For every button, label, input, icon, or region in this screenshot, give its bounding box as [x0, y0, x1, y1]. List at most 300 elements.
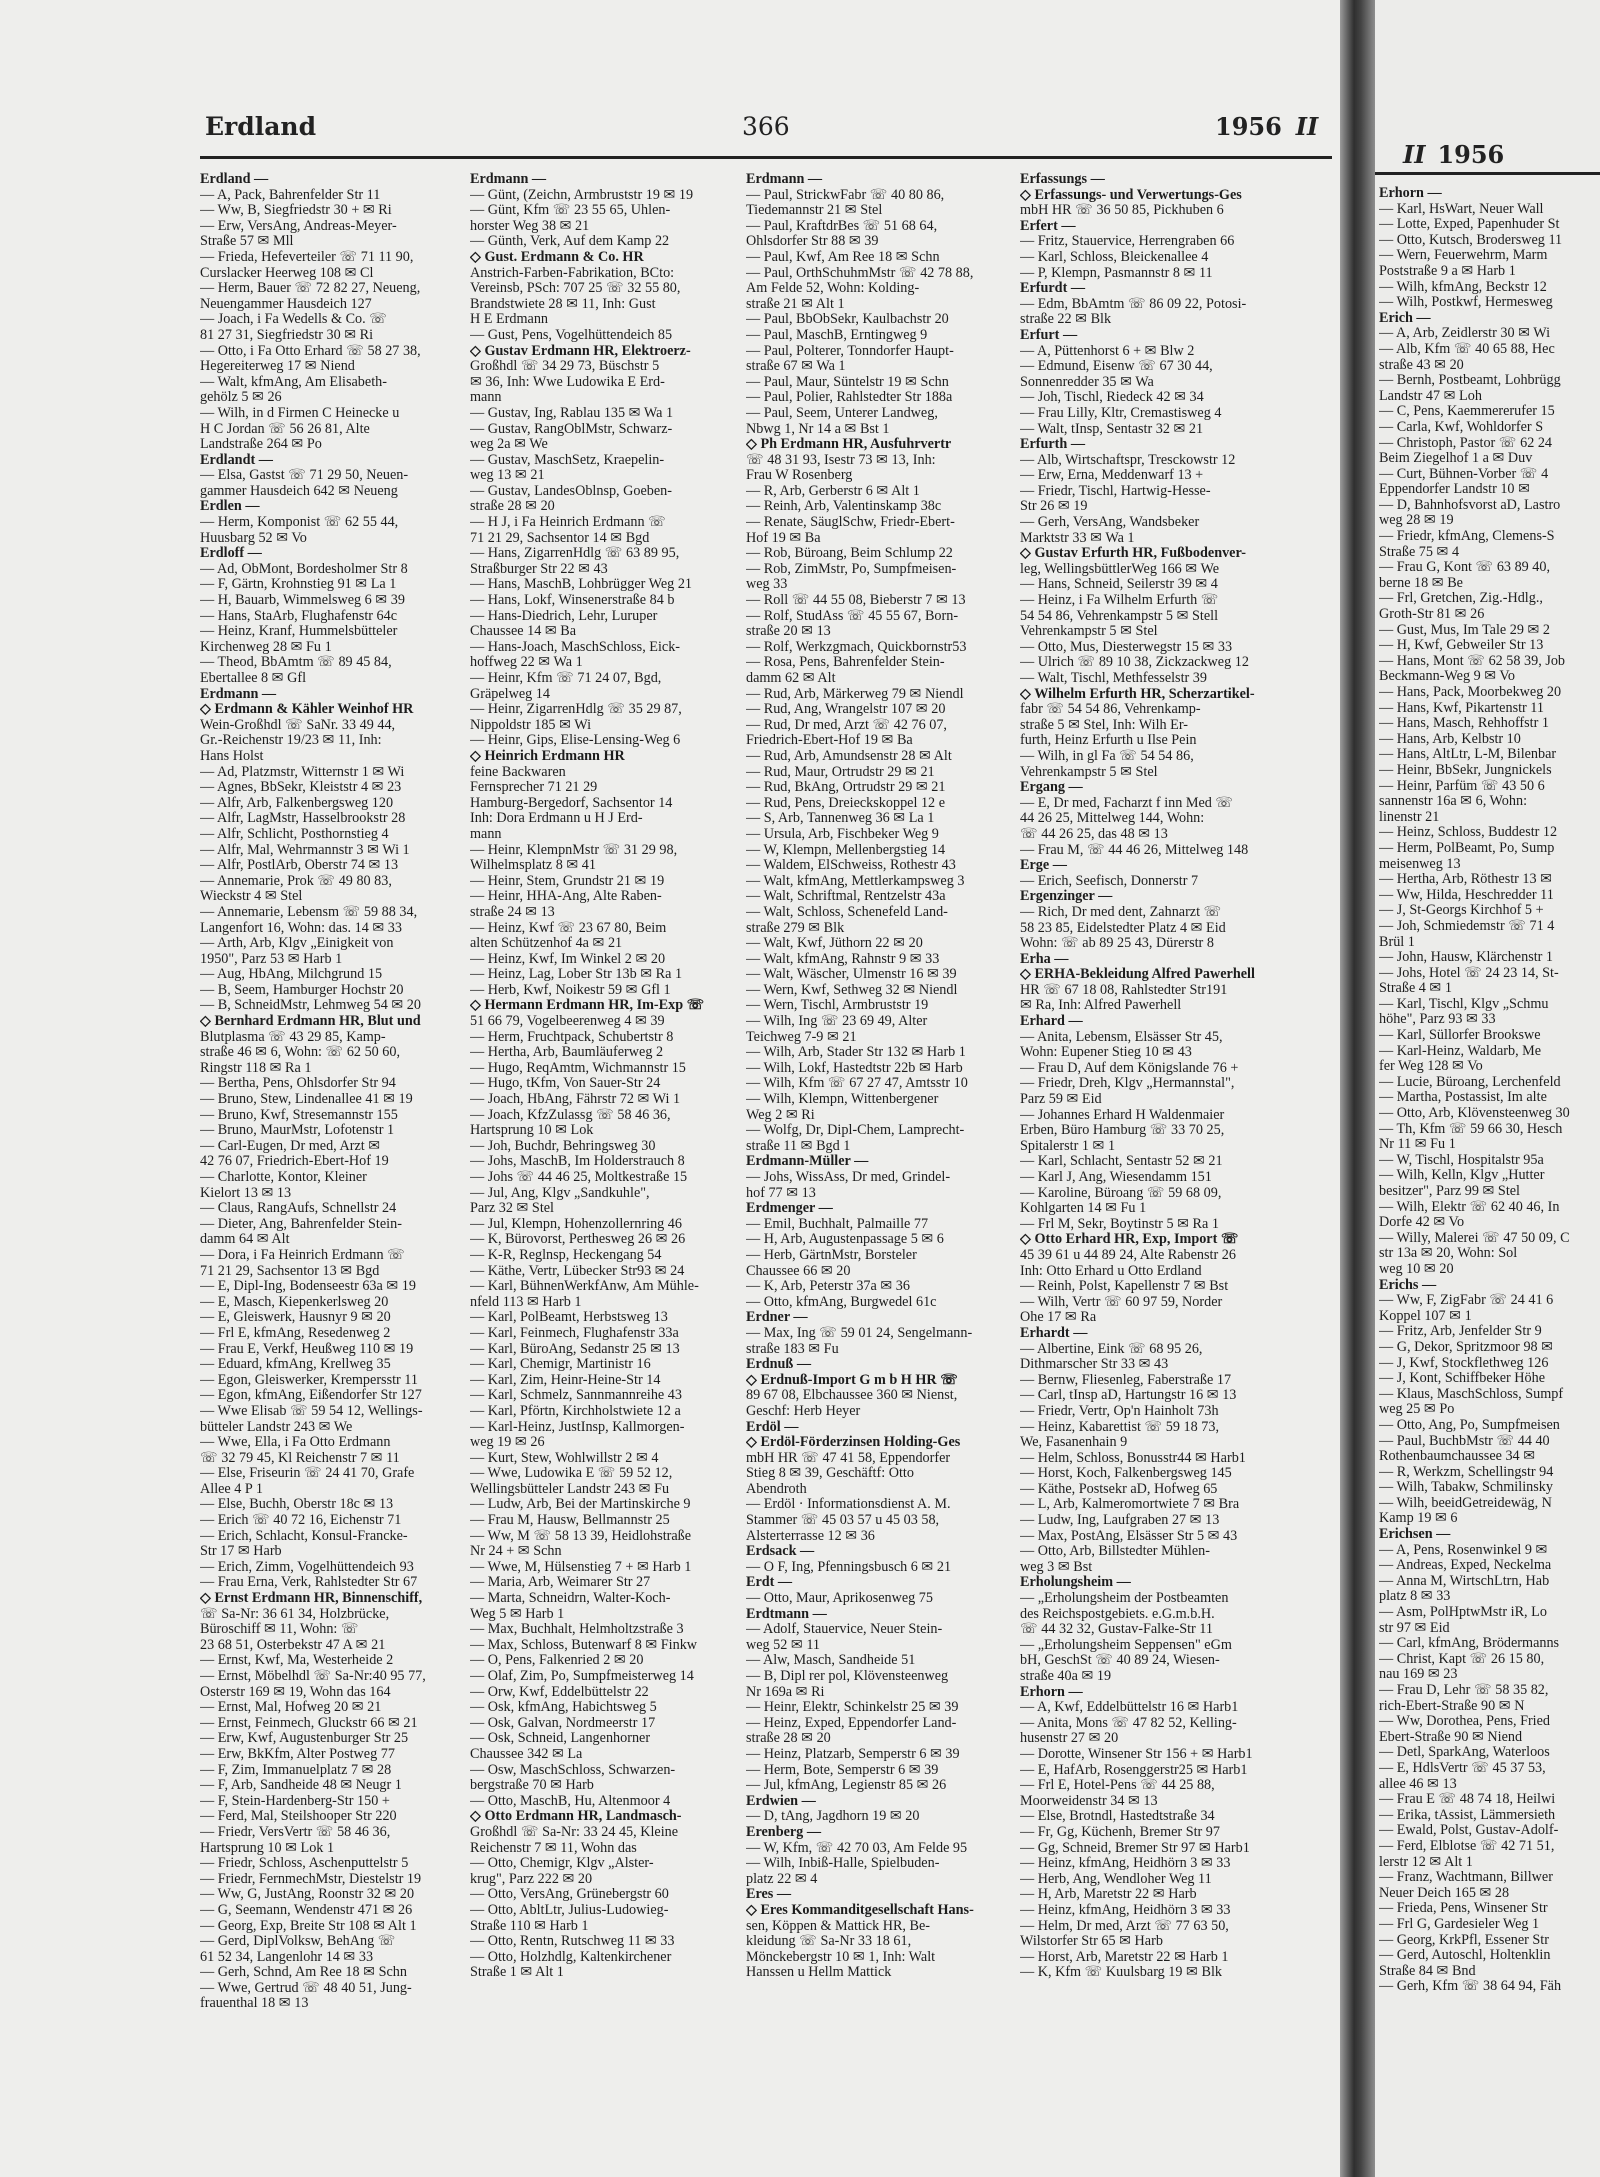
directory-entry-line: — Friedr, Vertr, Op'n Hainholt 73h [1020, 1402, 1219, 1419]
directory-entry-line: weg 33 [746, 576, 788, 593]
directory-entry-line: straße 5 ✉ Stel, Inh: Wilh Er- [1020, 716, 1188, 733]
directory-entry-line: ◇ Hermann Erdmann HR, Im-Exp ☏ [470, 997, 705, 1014]
directory-entry-line: — Dieter, Ang, Bahrenfelder Stein- [200, 1215, 402, 1232]
directory-entry-line: — Otto, Arb, Klövensteenweg 30 [1379, 1105, 1570, 1122]
directory-entry-line: lerstr 12 ✉ Alt 1 [1379, 1853, 1473, 1870]
directory-entry-line: — Otto, Ang, Po, Sumpfmeisen [1379, 1416, 1560, 1433]
directory-entry-line: — Walt, tInsp, Sentastr 32 ✉ 21 [1020, 420, 1204, 437]
directory-entry-line: — Wern, Tischl, Armbruststr 19 [746, 997, 929, 1014]
directory-entry-line: weg 28 ✉ 19 [1379, 512, 1454, 529]
directory-entry-line: — Wilh, Kfm ☏ 67 27 47, Amtsstr 10 [746, 1075, 968, 1092]
directory-entry-line: — Gerd, Autoschl, Holtenklin [1379, 1947, 1551, 1964]
directory-entry-line: — Otto, VersAng, Grünebergstr 60 [470, 1886, 669, 1903]
page-number: 366 [742, 112, 790, 141]
directory-entry-line: — F, Arb, Sandheide 48 ✉ Neugr 1 [200, 1777, 402, 1794]
directory-entry-line: — Karl, PolBeamt, Herbstsweg 13 [470, 1309, 668, 1326]
directory-entry-line: — Detl, SparkAng, Waterloos [1379, 1744, 1550, 1761]
directory-entry-line: — Wilh, Elektr ☏ 62 40 46, In [1379, 1198, 1560, 1215]
directory-entry-line: — Bruno, MaurMstr, Lofotenstr 1 [200, 1122, 395, 1139]
directory-entry-line: — Jul, Klempn, Hohenzollernring 46 [470, 1215, 682, 1232]
directory-entry-line: Straße 110 ✉ Harb 1 [470, 1917, 589, 1934]
directory-entry-line: — Gustav, Ing, Rablau 135 ✉ Wa 1 [470, 404, 674, 421]
directory-entry-line: — Hans, Arb, Kelbstr 10 [1379, 730, 1521, 747]
directory-entry-line: platz 8 ✉ 33 [1379, 1588, 1451, 1605]
directory-entry-line: — Wilh, Postkwf, Hermesweg [1379, 294, 1553, 311]
directory-entry-line: — Else, Buchh, Oberstr 18c ✉ 13 [200, 1496, 394, 1513]
directory-entry-line: Erben, Büro Hamburg ☏ 33 70 25, [1020, 1122, 1225, 1139]
directory-entry-line: Tiedemannstr 21 ✉ Stel [746, 202, 883, 219]
directory-entry-line: — Heinz, Platzarb, Semperstr 6 ✉ 39 [746, 1745, 960, 1762]
directory-entry-line: str 13a ✉ 20, Wohn: Sol [1379, 1245, 1518, 1262]
directory-entry-line: — Fr, Gg, Küchenh, Bremer Str 97 [1020, 1823, 1220, 1840]
directory-entry-line: — Ulrich ☏ 89 10 38, Zickzackweg 12 [1020, 654, 1249, 671]
directory-entry-line: straße 279 ✉ Blk [746, 919, 845, 936]
directory-entry-line: Erdlandt — [200, 451, 273, 468]
directory-entry-line: — Frau E, Verkf, Heußweg 110 ✉ 19 [200, 1340, 414, 1357]
directory-entry-line: ◇ Wilhelm Erfurth HR, Scherzartikel- [1020, 685, 1255, 702]
directory-entry-line: Neuengammer Hausdeich 127 [200, 295, 372, 312]
directory-entry-line: — Lucie, Büroang, Lerchenfeld [1379, 1073, 1561, 1090]
directory-entry-line: — Heinr, ZigarrenHdlg ☏ 35 29 87, [470, 701, 682, 718]
directory-entry-line: — Rud, Arb, Amundsenstr 28 ✉ Alt [746, 747, 952, 764]
directory-entry-line: — Heinz, Kabarettist ☏ 59 18 73, [1020, 1418, 1219, 1435]
directory-entry-line: — John, Hausw, Klärchenstr 1 [1379, 949, 1554, 966]
directory-entry-line: — Wilh, in gl Fa ☏ 54 54 86, [1020, 747, 1194, 764]
directory-entry-line: — Frau Erna, Verk, Rahlstedter Str 67 [200, 1574, 418, 1591]
directory-entry-line: — Herm, Komponist ☏ 62 55 44, [200, 514, 399, 531]
directory-entry-line: sannenstr 16a ✉ 6, Wohn: [1379, 793, 1528, 810]
directory-entry-line: — Heinz, Lag, Lober Str 13b ✉ Ra 1 [470, 966, 683, 983]
directory-entry-line: Allee 4 P 1 [200, 1480, 263, 1497]
directory-entry-line: — Else, Friseurin ☏ 24 41 70, Grafe [200, 1465, 415, 1482]
page-year-volume [1215, 112, 1318, 141]
directory-entry-line: — Heinz, Exped, Eppendorfer Land- [746, 1714, 957, 1731]
directory-entry-line: leg, WellingsbüttlerWeg 166 ✉ We [1020, 560, 1220, 577]
directory-entry-line: ◇ Otto Erhard HR, Exp, Import ☏ [1020, 1231, 1239, 1248]
directory-entry-line: — Günt, (Zeichn, Armbruststr 19 ✉ 19 [470, 186, 694, 203]
directory-entry-line: — Bernh, Postbeamt, Lohbrügg [1379, 372, 1561, 389]
directory-entry-line: — Else, Brotndl, Hastedtstraße 34 [1020, 1808, 1215, 1825]
directory-entry-line: — Ernst, Mal, Hofweg 20 ✉ 21 [200, 1699, 382, 1716]
directory-entry-line: Erichs — [1379, 1276, 1437, 1293]
directory-entry-line: — Karl, HsWart, Neuer Wall [1379, 200, 1544, 217]
directory-entry-line: Weg 5 ✉ Harb 1 [470, 1605, 565, 1622]
page-year: 1956 [1215, 112, 1282, 141]
directory-entry-line: Nippoldstr 185 ✉ Wi [470, 716, 592, 733]
directory-entry-line: — Wilh, Lokf, Hastedtstr 22b ✉ Harb [746, 1059, 963, 1076]
directory-entry-line: Beim Ziegelhof 1 a ✉ Duv [1379, 450, 1533, 467]
directory-entry-line: — Frau G, Kont ☏ 63 89 40, [1379, 559, 1551, 576]
directory-entry-line: — Heinz, Kwf ☏ 23 67 80, Beim [470, 919, 667, 936]
directory-entry-line: damm 64 ✉ Alt [200, 1231, 290, 1248]
directory-entry-line: Erdmann — [200, 685, 277, 702]
directory-entry-line: Straße 75 ✉ 4 [1379, 543, 1460, 560]
directory-entry-line: H E Erdmann [470, 311, 549, 328]
directory-entry-line: kleidung ☏ Sa-Nr 33 18 61, [746, 1933, 912, 1950]
directory-entry-line: Erdsack — [746, 1543, 815, 1560]
directory-entry-line: Straße 4 ✉ 1 [1379, 980, 1452, 997]
directory-entry-line: Ergang — [1020, 779, 1083, 796]
directory-entry-line: ☏ 32 79 45, Kl Reichenstr 7 ✉ 11 [200, 1449, 400, 1466]
directory-entry-line: — Wilh, Vertr ☏ 60 97 59, Norder [1020, 1293, 1223, 1310]
directory-entry-line: fer Weg 128 ✉ Vo [1379, 1058, 1483, 1075]
directory-entry-line: — Karl, Schloss, Bleickenallee 4 [1020, 248, 1209, 265]
directory-entry-line: — Ursula, Arb, Fischbeker Weg 9 [746, 825, 939, 842]
directory-entry-line: — Alb, Wirtschaftspr, Tresckowstr 12 [1020, 451, 1236, 468]
directory-entry-line: — Frieda, Hefeverteiler ☏ 71 11 90, [200, 248, 414, 265]
directory-entry-line: straße 183 ✉ Fu [746, 1340, 839, 1357]
directory-entry-line: — Wilh, Arb, Stader Str 132 ✉ Harb 1 [746, 1044, 966, 1061]
directory-entry-line: Poststraße 9 a ✉ Harb 1 [1379, 262, 1516, 279]
directory-entry-line: — Annemarie, Prok ☏ 49 80 83, [200, 872, 392, 889]
directory-entry-line: H C Jordan ☏ 56 26 81, Alte [200, 420, 370, 437]
directory-entry-line: Wilstorfer Str 65 ✉ Harb [1020, 1933, 1163, 1950]
directory-entry-line: — Frau M, Hausw, Bellmannstr 25 [470, 1512, 670, 1529]
directory-entry-line: — Walt, Schloss, Schenefeld Land- [746, 903, 948, 920]
directory-entry-line: — Georg, KrkPfl, Essener Str [1379, 1931, 1549, 1948]
directory-entry-line: — Helm, Schloss, Bonusstr44 ✉ Harb1 [1020, 1449, 1246, 1466]
directory-entry-line: Langenfort 16, Wohn: das. 14 ✉ 33 [200, 919, 402, 936]
directory-entry-line: Erdloff — [200, 545, 262, 562]
directory-entry-line: Beckmann-Weg 9 ✉ Vo [1379, 668, 1515, 685]
directory-entry-line: — A, Arb, Zeidlerstr 30 ✉ Wi [1379, 325, 1551, 342]
directory-entry-line: — Walt, Tischl, Methfesselstr 39 [1020, 670, 1207, 686]
directory-entry-line: — Heinr, HHA-Ang, Alte Raben- [470, 888, 662, 905]
directory-entry-line: ◇ Eres Kommanditgesellschaft Hans- [746, 1901, 974, 1918]
directory-entry-line: — Renate, SäuglSchw, Friedr-Ebert- [746, 514, 955, 531]
directory-entry-line: — Gustav, LandesOblnsp, Goeben- [470, 482, 672, 499]
directory-entry-line: 71 21 29, Sachsentor 14 ✉ Bgd [470, 529, 650, 546]
directory-entry-line: — Walt, kfmAng, Rahnstr 9 ✉ 33 [746, 950, 940, 967]
directory-entry-line: weg 13 ✉ 21 [470, 467, 545, 484]
directory-entry-line: — Käthe, Vertr, Lübecker Str93 ✉ 24 [470, 1262, 685, 1279]
directory-entry-line: Vehrenkampstr 5 ✉ Stel [1020, 763, 1158, 780]
directory-entry-line: — Karl, Zim, Heinr-Heine-Str 14 [470, 1371, 661, 1388]
right-page-header [1403, 140, 1504, 169]
directory-entry-line: Wilhelmsplatz 8 ✉ 41 [470, 857, 596, 874]
directory-entry-line: Curslacker Heerweg 108 ✉ Cl [200, 264, 374, 281]
directory-entry-line: — Osw, MaschSchloss, Schwarzen- [470, 1761, 676, 1778]
directory-entry-line: — Karl-Heinz, JustInsp, Kallmorgen- [470, 1418, 685, 1435]
directory-entry-line: — Wilh, beeidGetreidewäg, N [1379, 1494, 1552, 1511]
directory-entry-line: ☏ 44 32 32, Gustav-Falke-Str 11 [1020, 1621, 1213, 1638]
directory-entry-line: — Paul, OrthSchuhmMstr ☏ 42 78 88, [746, 264, 974, 281]
directory-entry-line: — Erich, Seefisch, Donnerstr 7 [1020, 872, 1199, 889]
directory-entry-line: Kohlgarten 14 ✉ Fu 1 [1020, 1200, 1147, 1217]
right-page-column [1379, 186, 1594, 2176]
directory-entry-line: — Hans-Joach, MaschSchloss, Eick- [470, 638, 681, 655]
directory-entry-line: — Ludw, Ing, Laufgraben 27 ✉ 13 [1020, 1512, 1220, 1529]
directory-entry-line: — Gust, Mus, Im Tale 29 ✉ 2 [1379, 621, 1551, 638]
directory-entry-line: — E, Dipl-Ing, Bodenseestr 63a ✉ 19 [200, 1278, 416, 1295]
directory-entry-line: — Heinr, Elektr, Schinkelstr 25 ✉ 39 [746, 1699, 959, 1716]
directory-entry-line: — Rud, Dr med, Arzt ☏ 42 76 07, [746, 716, 947, 733]
directory-entry-line: — Paul, KraftdrBes ☏ 51 68 64, [746, 217, 938, 234]
directory-entry-line: 89 67 08, Elbchaussee 360 ✉ Nienst, [746, 1387, 958, 1404]
directory-entry-line: weg 25 ✉ Po [1379, 1401, 1455, 1418]
directory-entry-line: mann [470, 825, 502, 842]
directory-entry-line: mbH HR ☏ 36 50 85, Pickhuben 6 [1020, 202, 1224, 219]
directory-entry-line: Hegereiterweg 17 ✉ Niend [200, 358, 355, 375]
directory-entry-line: — Karoline, Büroang ☏ 59 68 09, [1020, 1184, 1222, 1201]
directory-entry-line: 61 52 34, Langenlohr 14 ✉ 33 [200, 1948, 374, 1965]
directory-entry-line: — Christoph, Pastor ☏ 62 24 [1379, 434, 1553, 451]
directory-entry-line: — Friedr, kfmAng, Clemens-S [1379, 528, 1555, 545]
directory-entry-line: — Gg, Schneid, Bremer Str 97 ✉ Harb1 [1020, 1839, 1250, 1856]
directory-entry-line: Blutplasma ☏ 43 29 85, Kamp- [200, 1028, 386, 1045]
directory-entry-line: Str 17 ✉ Harb [200, 1543, 282, 1560]
directory-entry-line: Inh: Dora Erdmann u H J Erd- [470, 810, 643, 827]
directory-entry-line: — A, Püttenhorst 6 + ✉ Blw 2 [1020, 342, 1195, 359]
directory-entry-line: Mönckebergstr 10 ✉ 1, Inh: Walt [746, 1948, 936, 1965]
directory-entry-line: Kirchenweg 28 ✉ Fu 1 [200, 638, 332, 655]
directory-entry-line: — Theod, BbAmtm ☏ 89 45 84, [200, 654, 392, 671]
directory-entry-line: — Max, Schloss, Butenwarf 8 ✉ Finkw [470, 1636, 698, 1653]
directory-entry-line: Erha — [1020, 950, 1069, 967]
directory-entry-line: Erdt — [746, 1574, 793, 1591]
directory-entry-line: Ergenzinger — [1020, 888, 1113, 905]
directory-entry-line: — Karl J, Ang, Wiesendamm 151 [1020, 1169, 1212, 1185]
directory-entry-line: Stammer ☏ 45 03 57 u 45 03 58, [746, 1512, 940, 1529]
directory-entry-line: — Wwe, Gertrud ☏ 48 40 51, Jung- [200, 1979, 412, 1996]
directory-entry-line: — Jul, Ang, Klgv „Sandkuhle", [470, 1184, 650, 1201]
directory-entry-line: — E, HafArb, Rosenggerstr25 ✉ Harb1 [1020, 1761, 1248, 1778]
directory-entry-line: — Joach, i Fa Wedells & Co. ☏ [200, 311, 387, 328]
directory-entry-line: — Heinz, Kranf, Hummelsbütteler [200, 623, 398, 640]
directory-entry-line: — Heinr, KlempnMstr ☏ 31 29 98, [470, 841, 678, 858]
directory-entry-line: — D, Bahnhofsvorst aD, Lastro [1379, 496, 1561, 513]
directory-entry-line: — A, Kwf, Eddelbüttelstr 16 ✉ Harb1 [1020, 1699, 1239, 1716]
directory-entry-line: Wohn: ☏ ab 89 25 43, Dürerstr 8 [1020, 935, 1214, 952]
directory-entry-line: — J, St-Georgs Kirchhof 5 + [1379, 902, 1544, 919]
directory-entry-line: 42 76 07, Friedrich-Ebert-Hof 19 [200, 1153, 389, 1170]
directory-entry-line: hoffweg 22 ✉ Wa 1 [470, 654, 583, 671]
directory-entry-line: — Otto, Mus, Diesterwegstr 15 ✉ 33 [1020, 638, 1233, 655]
directory-entry-line: — Rob, Büroang, Beim Schlump 22 [746, 545, 953, 562]
directory-column-3 [746, 172, 1010, 2162]
directory-entry-line: — Hugo, tKfm, Von Sauer-Str 24 [470, 1075, 661, 1092]
directory-entry-line: — Herb, Ang, Wendloher Weg 11 [1020, 1870, 1212, 1887]
directory-entry-line: Marktstr 33 ✉ Wa 1 [1020, 529, 1135, 546]
directory-entry-line: Erhorn — [1020, 1683, 1083, 1700]
directory-entry-line: — Wolfg, Dr, Dipl-Chem, Lamprecht- [746, 1122, 965, 1139]
directory-entry-line: Gr.-Reichenstr 19/23 ✉ 11, Inh: [200, 732, 382, 749]
directory-entry-line: — Osk, Galvan, Nordmeerstr 17 [470, 1714, 656, 1731]
directory-entry-line: straße 24 ✉ 13 [470, 903, 555, 920]
directory-entry-line: — Edm, BbAmtm ☏ 86 09 22, Potosi- [1020, 295, 1247, 312]
directory-entry-line: — Roll ☏ 44 55 08, Bieberstr 7 ✉ 13 [746, 592, 966, 609]
directory-entry-line: — Claus, RangAufs, Schnellstr 24 [200, 1200, 397, 1217]
directory-entry-line: — Erw, VersAng, Andreas-Meyer- [200, 217, 397, 234]
directory-entry-line: — Ww, F, ZigFabr ☏ 24 41 6 [1379, 1292, 1554, 1309]
directory-entry-line: — Ernst, Kwf, Ma, Westerheide 2 [200, 1652, 394, 1669]
directory-entry-line: — Karl, Chemigr, Martinistr 16 [470, 1356, 651, 1373]
directory-entry-line: — Bruno, Kwf, Stresemannstr 155 [200, 1106, 398, 1123]
directory-entry-line: — B, Dipl rer pol, Klövensteenweg [746, 1668, 949, 1684]
directory-entry-line: Hartsprung 10 ✉ Lok 1 [200, 1839, 335, 1856]
directory-entry-line: — Wern, Kwf, Sethweg 32 ✉ Niendl [746, 981, 958, 998]
directory-entry-line: — Ernst, Feinmech, Gluckstr 66 ✉ 21 [200, 1714, 418, 1731]
directory-entry-line: — Gerh, VersAng, Wandsbeker [1020, 514, 1200, 531]
directory-entry-line: — H, Arb, Maretstr 22 ✉ Harb [1020, 1886, 1197, 1903]
directory-entry-line: — Karl, BühnenWerkfAnw, Am Mühle- [470, 1278, 699, 1295]
directory-entry-line: — Th, Kfm ☏ 59 66 30, Hesch [1379, 1120, 1563, 1137]
directory-entry-line: — Heinr, Stem, Grundstr 21 ✉ 19 [470, 872, 665, 889]
directory-entry-line: — Johs, WissAss, Dr med, Grindel- [746, 1169, 951, 1185]
directory-entry-line: ◇ ERHA-Bekleidung Alfred Pawerhell [1020, 966, 1255, 983]
directory-entry-line: — Herb, GärtnMstr, Borsteler [746, 1246, 917, 1263]
directory-entry-line: — Frl M, Sekr, Boytinstr 5 ✉ Ra 1 [1020, 1215, 1219, 1232]
directory-entry-line: Alsterterrasse 12 ✉ 36 [746, 1527, 875, 1544]
directory-column-2 [470, 172, 740, 2162]
directory-entry-line: — C, Pens, Kaemmererufer 15 [1379, 403, 1555, 420]
directory-entry-line: Büroschiff ✉ 11, Wohn: ☏ [200, 1621, 359, 1638]
directory-entry-line: — Emil, Buchhalt, Palmaille 77 [746, 1215, 929, 1232]
directory-entry-line: Erdnuß — [746, 1356, 812, 1373]
directory-entry-line: hof 77 ✉ 13 [746, 1184, 816, 1201]
directory-entry-line: — Frieda, Pens, Winsener Str [1379, 1900, 1548, 1917]
directory-entry-line: — Hugo, ReqAmtm, Wichmannstr 15 [470, 1059, 686, 1076]
directory-entry-line: ◇ Gustav Erdmann HR, Elektroerz- [470, 342, 691, 359]
directory-entry-line: Hans Holst [200, 747, 264, 764]
directory-entry-line: — Reinh, Polst, Kapellenstr 7 ✉ Bst [1020, 1278, 1229, 1295]
directory-entry-line: — Käthe, Postsekr aD, Hofweg 65 [1020, 1480, 1218, 1497]
directory-entry-line: Großhdl ☏ 34 29 73, Büschstr 5 [470, 358, 660, 375]
directory-entry-line: — Ferd, Elblotse ☏ 42 71 51, [1379, 1837, 1555, 1854]
directory-entry-line: ◇ Ph Erdmann HR, Ausfuhrvertr [746, 436, 952, 453]
directory-entry-line: höhe", Parz 93 ✉ 33 [1379, 1011, 1496, 1028]
directory-entry-line: Neuer Deich 165 ✉ 28 [1379, 1884, 1510, 1901]
directory-entry-line: str 97 ✉ Eid [1379, 1619, 1450, 1636]
directory-entry-line: — Frau Lilly, Kltr, Cremastisweg 4 [1020, 404, 1222, 421]
directory-entry-line: — Marta, Schneidrn, Walter-Koch- [470, 1590, 671, 1607]
directory-entry-line: — „Erholungsheim Seppensen" eGm [1020, 1636, 1232, 1653]
directory-entry-line: — F, Stein-Hardenberg-Str 150 + [200, 1792, 390, 1809]
directory-entry-line: — Paul, BbObSekr, Kaulbachstr 20 [746, 311, 949, 328]
directory-entry-line: — Karl, Schmelz, Sannmannreihe 43 [470, 1387, 682, 1404]
directory-entry-line: — Andreas, Exped, Neckelma [1379, 1557, 1552, 1574]
directory-entry-line: ☏ Sa-Nr: 36 61 34, Holzbrücke, [200, 1605, 390, 1622]
directory-entry-line: — Paul, Polier, Rahlstedter Str 188a [746, 389, 953, 406]
directory-entry-line: — Alfr, Mal, Wehrmannstr 3 ✉ Wi 1 [200, 841, 410, 858]
directory-entry-line: — Rosa, Pens, Bahrenfelder Stein- [746, 654, 945, 671]
directory-entry-line: — Maria, Arb, Weimarer Str 27 [470, 1574, 651, 1591]
directory-entry-line: — Rud, Maur, Ortrudstr 29 ✉ 21 [746, 763, 935, 780]
directory-entry-line: — Rud, Pens, Dreieckskoppel 12 e [746, 794, 945, 811]
directory-entry-line: — Reinh, Arb, Valentinskamp 38c [746, 498, 942, 515]
directory-entry-line: 81 27 31, Siegfriedstr 30 ✉ Ri [200, 326, 374, 343]
directory-entry-line: rich-Ebert-Straße 90 ✉ N [1379, 1697, 1525, 1714]
directory-entry-line: — Heinr, Parfüm ☏ 43 50 6 [1379, 777, 1545, 794]
directory-entry-line: Wellingsbütteler Landstr 243 ✉ Fu [470, 1480, 670, 1497]
directory-entry-line: — Franz, Wachtmann, Billwer [1379, 1869, 1553, 1886]
directory-entry-line: platz 22 ✉ 4 [746, 1870, 818, 1887]
directory-entry-line: — Rolf, Werkzgmach, Quickbornstr53 [746, 638, 967, 655]
directory-entry-line: — Waldem, ElSchweiss, Rothestr 43 [746, 857, 956, 874]
directory-entry-line: — Otto, kfmAng, Burgwedel 61c [746, 1293, 937, 1310]
directory-entry-line: — Gust, Pens, Vogelhüttendeich 85 [470, 326, 673, 343]
directory-entry-line: Eres — [746, 1886, 792, 1903]
directory-entry-line: Frau W Rosenberg [746, 467, 853, 484]
directory-entry-line: bütteler Landstr 243 ✉ We [200, 1418, 353, 1435]
directory-entry-line: — A, Pens, Rosenwinkel 9 ✉ [1379, 1541, 1548, 1558]
directory-entry-line: — Albertine, Eink ☏ 68 95 26, [1020, 1340, 1203, 1357]
directory-entry-line: Parz 32 ✉ Stel [470, 1200, 554, 1217]
directory-entry-line: — Friedr, Tischl, Hartwig-Hesse- [1020, 482, 1211, 499]
directory-entry-line: — Joh, Buchdr, Behringsweg 30 [470, 1137, 656, 1154]
directory-entry-line: Erdöl — [746, 1418, 799, 1435]
directory-entry-line: horster Weg 38 ✉ 21 [470, 217, 590, 234]
right-page-year: 1956 [1437, 140, 1505, 169]
directory-entry-line: Erdtmann — [746, 1605, 827, 1622]
directory-entry-line: — Ludw, Arb, Bei der Martinskirche 9 [470, 1496, 691, 1513]
directory-entry-line: Rothenbaumchaussee 34 ✉ [1379, 1448, 1536, 1465]
directory-entry-line: — Heinr, Kfm ☏ 71 24 07, Bgd, [470, 670, 662, 686]
directory-entry-line: Erdland — [200, 172, 269, 187]
directory-entry-line: — Heinz, Kwf, Im Winkel 2 ✉ 20 [470, 950, 666, 967]
directory-entry-line: — Paul, StrickwFabr ☏ 40 80 86, [746, 186, 945, 203]
directory-entry-line: — Ferd, Mal, Steilshooper Str 220 [200, 1808, 397, 1825]
directory-entry-line: — Eduard, kfmAng, Krellweg 35 [200, 1356, 391, 1373]
directory-entry-line: — Karl, Süllorfer Brookswe [1379, 1027, 1541, 1044]
directory-entry-line: — Joh, Schmiedemstr ☏ 71 4 [1379, 917, 1555, 934]
directory-entry-line: Groth-Str 81 ✉ 26 [1379, 606, 1485, 623]
directory-entry-line: — Carl, tInsp aD, Hartungstr 16 ✉ 13 [1020, 1387, 1237, 1404]
directory-entry-line: nau 169 ✉ 23 [1379, 1666, 1458, 1683]
directory-entry-line: — Alfr, Arb, Falkenbergsweg 120 [200, 794, 394, 811]
directory-entry-line: straße 40a ✉ 19 [1020, 1668, 1112, 1684]
directory-entry-line: — E, Dr med, Facharzt f inn Med ☏ [1020, 794, 1234, 811]
right-page-header-rule [1375, 172, 1600, 175]
directory-entry-line: Erenberg — [746, 1823, 822, 1840]
directory-entry-line: Hanssen u Hellm Mattick [746, 1964, 892, 1981]
directory-entry-line: — Gerh, Kfm ☏ 38 64 94, Fäh [1379, 1978, 1562, 1995]
directory-entry-line: — „Erholungsheim der Postbeamten [1020, 1590, 1229, 1607]
directory-entry-line: — Walt, Schriftmal, Rentzelstr 43a [746, 888, 946, 905]
directory-entry-line: Hof 19 ✉ Ba [746, 529, 821, 546]
directory-entry-line: — Helm, Dr med, Arzt ☏ 77 63 50, [1020, 1917, 1229, 1934]
directory-entry-line: Erfurt — [1020, 326, 1078, 343]
directory-entry-line: — Wilh, Kelln, Klgv „Hutter [1379, 1167, 1545, 1184]
directory-entry-line: — Otto, AbltLtr, Julius-Ludowieg- [470, 1901, 669, 1918]
directory-entry-line: Stieg 8 ✉ 39, Geschäftf: Otto [746, 1465, 914, 1482]
directory-entry-line: — Frau D, Auf dem Königslande 76 + [1020, 1059, 1239, 1076]
directory-entry-line: Str 26 ✉ 19 [1020, 498, 1088, 515]
directory-entry-line: Brül 1 [1379, 933, 1415, 950]
directory-entry-line: — Bruno, Stew, Lindenallee 41 ✉ 19 [200, 1091, 413, 1108]
directory-entry-line: — Joach, KfzZulassg ☏ 58 46 36, [470, 1106, 671, 1123]
directory-entry-line: — G, Seemann, Wendenstr 471 ✉ 26 [200, 1901, 413, 1918]
directory-entry-line: — Hans, AltLtr, L-M, Bilenbar [1379, 746, 1557, 763]
directory-entry-line: — H, Bauarb, Wimmelsweg 6 ✉ 39 [200, 592, 405, 609]
directory-entry-line: — Ad, ObMont, Bordesholmer Str 8 [200, 560, 408, 577]
directory-entry-line: — Carl, kfmAng, Brödermanns [1379, 1635, 1560, 1652]
directory-entry-line: — Günt, Kfm ☏ 23 55 65, Uhlen- [470, 202, 671, 219]
directory-entry-line: — Rud, Ang, Wrangelstr 107 ✉ 20 [746, 701, 946, 718]
directory-entry-line: — Erich, Schlacht, Konsul-Francke- [200, 1527, 408, 1544]
directory-entry-line: — Ad, Platzmstr, Witternstr 1 ✉ Wi [200, 763, 405, 780]
directory-entry-line: — H, Kwf, Gebweiler Str 13 [1379, 637, 1544, 654]
directory-entry-line: linenstr 21 [1379, 808, 1440, 825]
directory-entry-line: Vehrenkampstr 5 ✉ Stel [1020, 623, 1158, 640]
directory-entry-line: — B, Seem, Hamburger Hochstr 20 [200, 981, 404, 998]
directory-entry-line: — Heinz, i Fa Wilhelm Erfurth ☏ [1020, 592, 1219, 609]
directory-entry-line: Erdner — [746, 1309, 808, 1326]
directory-entry-line: — Frl, Gretchen, Zig.-Hdlg., [1379, 590, 1543, 607]
directory-entry-line: — E, HdlsVertr ☏ 45 37 53, [1379, 1759, 1546, 1776]
directory-entry-line: — Max, Buchhalt, Helmholtzstraße 3 [470, 1621, 684, 1638]
directory-entry-line: — A, Pack, Bahrenfelder Str 11 [200, 186, 381, 203]
